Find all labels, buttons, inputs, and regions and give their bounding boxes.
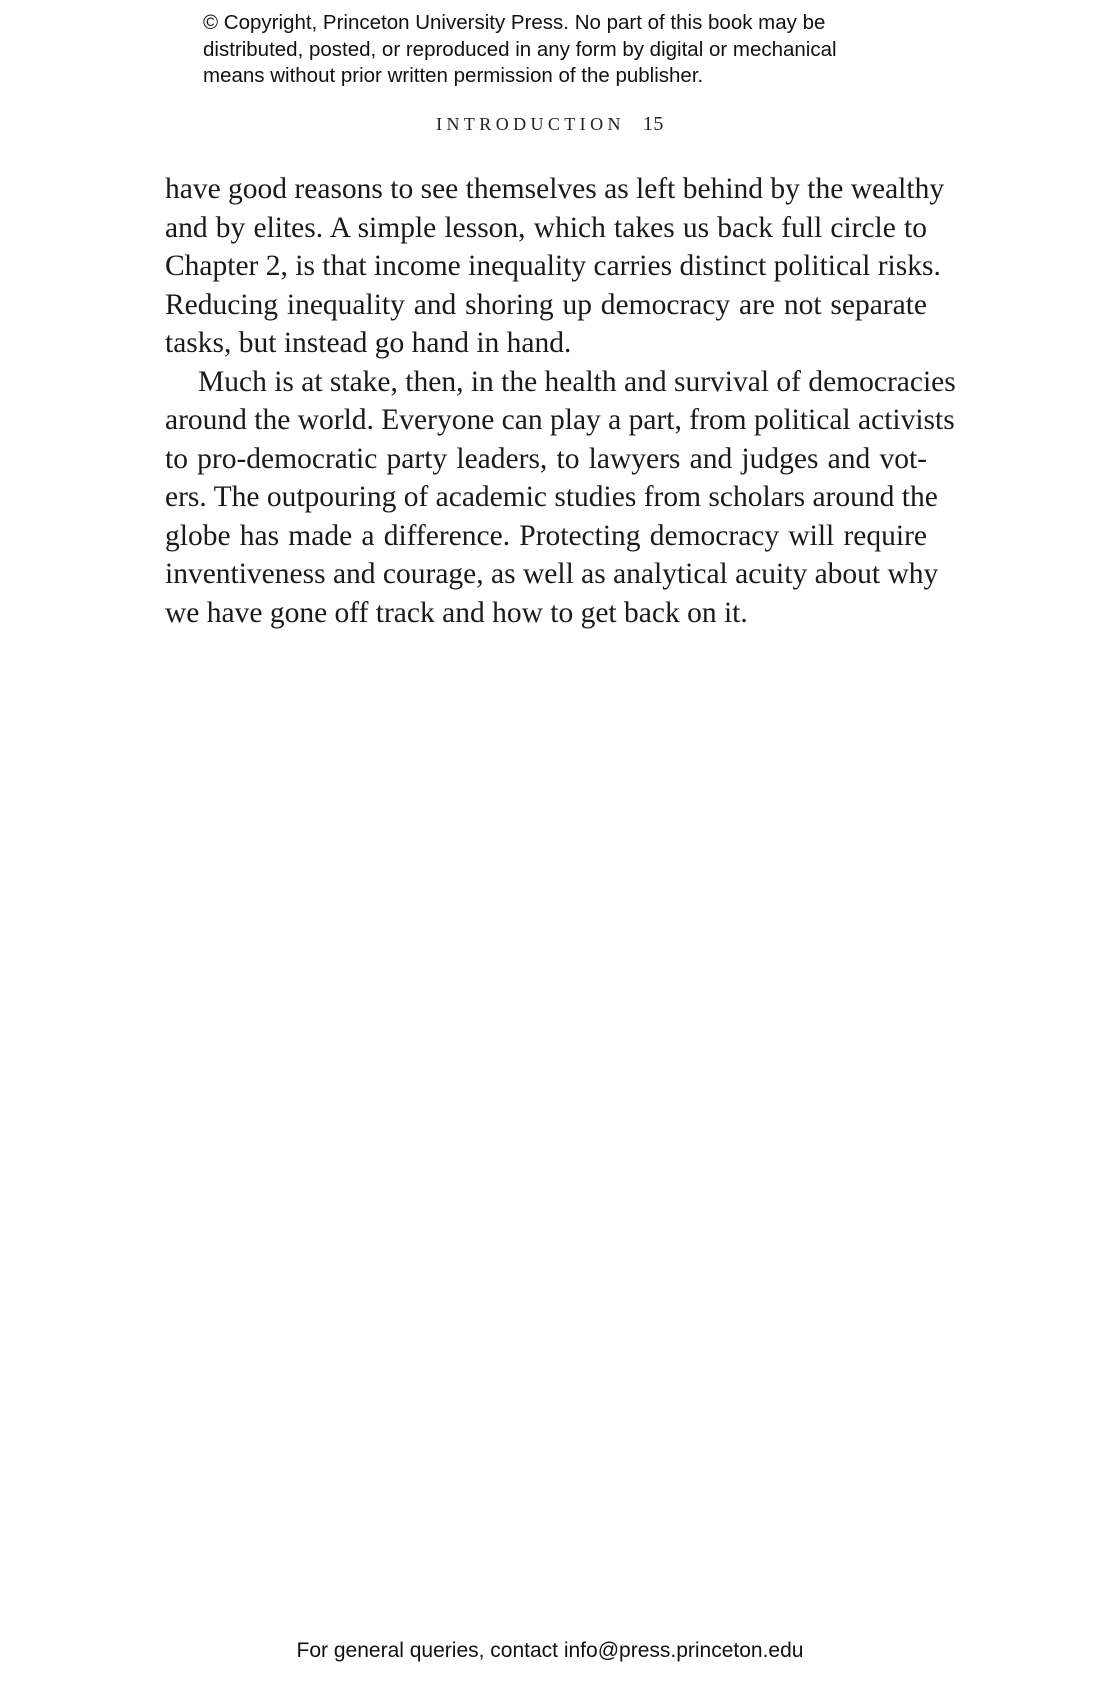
text-line: Reducing inequality and shoring up democracy are not separate <box>165 288 927 321</box>
text-line: to pro-democratic party leaders, to lawyers and judges and vot- <box>165 442 927 475</box>
text-line: Much is at stake, then, in the health and survival of democracies <box>198 365 956 398</box>
footer-contact: For general queries, contact info@press.princeton.edu <box>296 1639 804 1662</box>
text-line: ers. The outpouring of academic studies from scholars around the <box>165 481 938 513</box>
text-line: have good reasons to see themselves as left behind by the wealthy <box>165 173 945 205</box>
running-head <box>0 113 1100 136</box>
body-text <box>165 170 956 632</box>
text-line: around the world. Everyone can play a part, from political activists <box>165 404 955 436</box>
text-line: and by elites. A simple lesson, which takes us back full circle to <box>165 211 927 244</box>
text-line: tasks, but instead go hand in hand. <box>165 327 572 359</box>
paragraph-2 <box>165 363 956 633</box>
text-line: we have gone off track and how to get back on it. <box>165 596 748 629</box>
text-line: inventiveness and courage, as well as analytical acuity about why <box>165 558 939 590</box>
paragraph-1 <box>165 170 945 363</box>
copyright-notice <box>203 10 923 90</box>
text-line: globe has made a difference. Protecting democracy will require <box>165 519 927 552</box>
copyright-line: means without prior written permission of the publisher. <box>203 64 704 87</box>
copyright-line: © Copyright, Princeton University Press. No part of this book may be <box>203 11 826 34</box>
copyright-line: distributed, posted, or reproduced in any form by digital or mechanical <box>203 37 837 61</box>
running-head-section: INTRODUCTION <box>436 114 625 134</box>
page-number: 15 <box>642 113 664 135</box>
text-line: Chapter 2, is that income inequality carries distinct political risks. <box>165 250 941 282</box>
